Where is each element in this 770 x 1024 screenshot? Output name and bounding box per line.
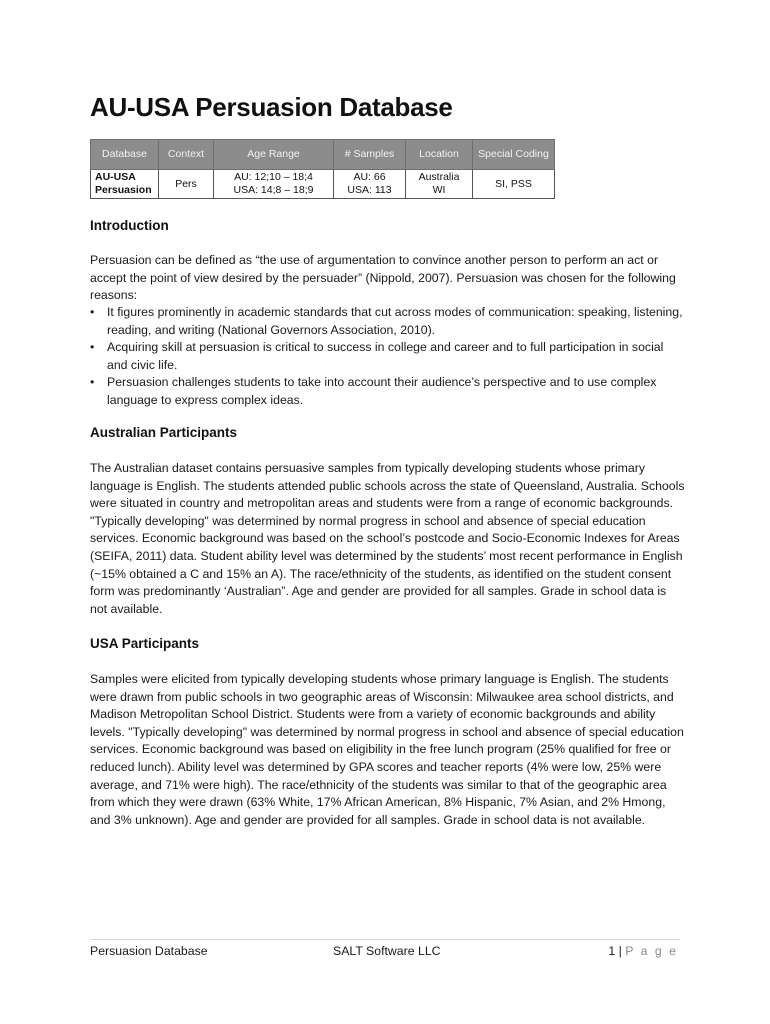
footer-center: SALT Software LLC [333,944,441,958]
cell-samples [334,170,406,199]
header-age-range: Age Range [214,140,334,170]
cell-context: Pers [159,170,214,199]
list-item-text: Acquiring skill at persuasion is critical to success in college and career and to full participation in social and civic life. [107,340,664,372]
cell-database [91,170,159,199]
page-separator: | [618,944,622,958]
cell-special-coding: SI, PSS [473,170,555,199]
table-row [91,170,555,199]
list-item [90,374,685,409]
usa-participants-paragraph: Samples were elicited from typically developing students whose primary language is English. The students were drawn from public schools in two geographic areas of Wisconsin: Milwaukee area school districts, and Madison Metropolitan School District. Students were from a variety of economic backgrounds and ability levels. "Typically developing" was determined by normal progress in school and absence of special education services. Economic background was based on eligibility in the free lunch program (25% qualified for free or reduced lunch). Ability level was determined by GPA scores and teacher reports (4% were low, 25% were average, and 71% were high). The race/ethnicity of the students was similar to that of the geographic area from which they were drawn (63% White, 17% African American, 8% Hispanic, 7% Asian, and 2% Hmong, and 3% unknown). Age and gender are provided for all samples. Grade in school data is not available. [90,672,684,827]
bullet-icon: • [90,340,95,355]
australian-participants-heading: Australian Participants [90,425,238,440]
introduction-paragraph: Persuasion can be defined as “the use of argumentation to convince another person to perform an act or accept the point of view desired by the persuader” (Nippold, 2007). Persuasion was chosen for the following reasons: [90,253,676,303]
footer-divider [90,939,680,940]
cell-age-usa: USA: 14;8 – 18;9 [233,184,314,196]
page-number: 1 [608,944,616,958]
cell-age-range [214,170,334,199]
cell-age-au: AU: 12;10 – 18;4 [234,171,313,183]
header-database: Database [91,140,159,170]
cell-location [406,170,473,199]
bullet-icon: • [90,375,95,390]
reasons-list [90,304,685,410]
database-summary-table [90,139,555,199]
cell-samples-usa: USA: 113 [347,184,392,196]
cell-location-usa: WI [432,184,446,196]
header-special-coding: Special Coding [473,140,555,170]
list-item [90,304,685,339]
table-header-row [91,140,555,170]
cell-database-line2: Persuasion [95,184,152,196]
cell-location-au: Australia [418,171,460,183]
page-title: AU-USA Persuasion Database [90,92,453,122]
header-samples: # Samples [334,140,406,170]
cell-samples-au: AU: 66 [353,171,386,183]
page-word: P a g e [625,944,678,958]
list-item-text: It figures prominently in academic standards that cut across modes of communication: speaking, listening, reading, and writing (National Governors Association, 2010). [107,305,683,337]
list-item-text: Persuasion challenges students to take into account their audience’s perspective and to use complex language to express complex ideas. [107,375,657,407]
australian-participants-paragraph: The Australian dataset contains persuasive samples from typically developing students whose primary language is English. The students attended public schools across the state of Queensland, Australia. Schools were situated in country and metropolitan areas and students were from a range of economic backgrounds. "Typically developing" was determined by normal progress in school and absence of special education services. Economic background was based on the school’s postcode and Socio-Economic Indexes for Areas (SEIFA, 2011) data. Student ability level was determined by the students’ most recent performance in English (~15% obtained a C and 15% an A). The race/ethnicity of the students, as identified on the student consent form was predominantly ‘Australian”. Age and gender are provided for all samples. Grade in school data is not available. [90,461,685,616]
cell-database-line1: AU-USA [95,171,136,183]
bullet-icon: • [90,305,95,319]
header-location: Location [406,140,473,170]
list-item [90,339,685,374]
introduction-heading: Introduction [90,218,169,233]
footer-page [608,944,678,958]
footer-left: Persuasion Database [90,944,208,958]
header-context: Context [159,140,214,170]
usa-participants-heading: USA Participants [90,636,200,651]
